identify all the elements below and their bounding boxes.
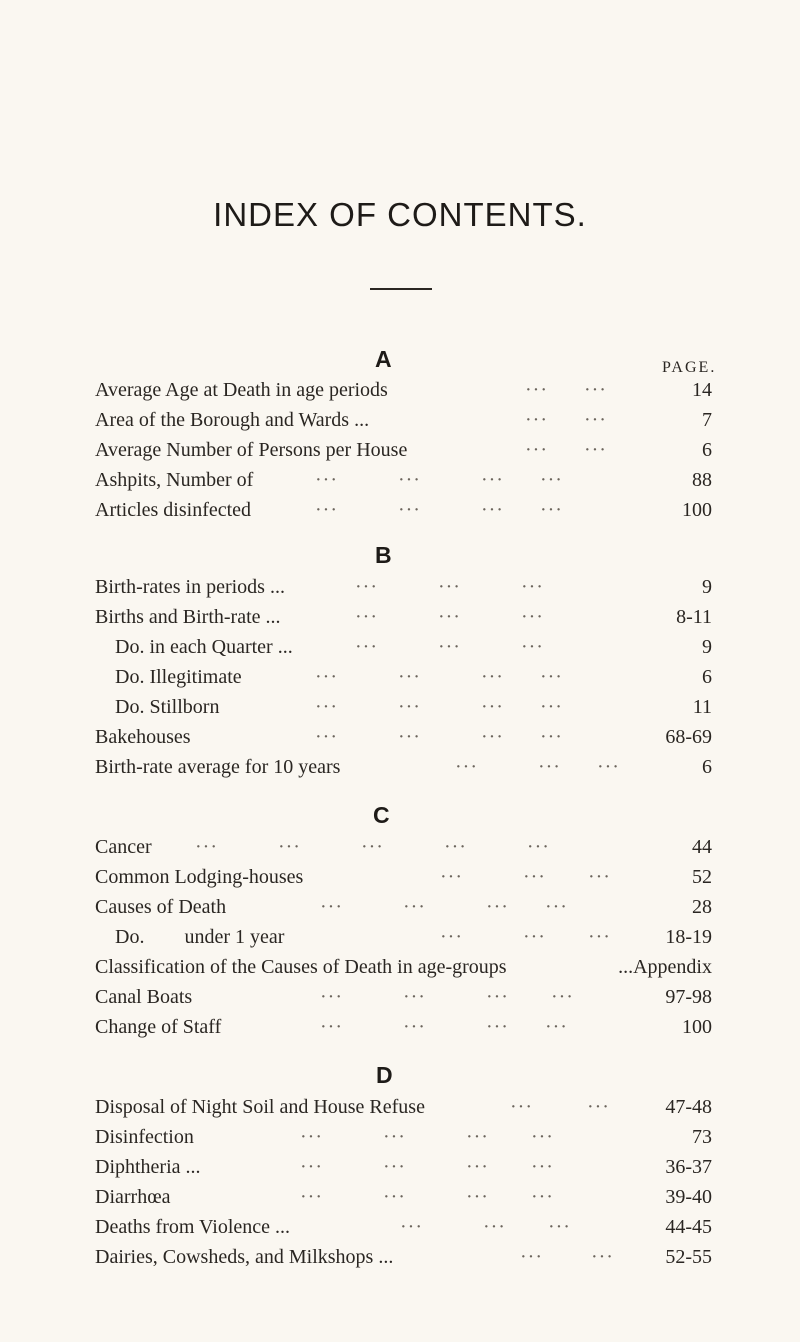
- leader-dots: ··· ··· ···: [355, 636, 544, 658]
- leader-dots: ··· ··· ··· ···: [315, 469, 563, 491]
- entry-label: Do. under 1 year: [115, 926, 285, 948]
- entry-page: 47-48: [665, 1096, 712, 1118]
- index-entry: [95, 1212, 712, 1242]
- entry-label: Do. in each Quarter ...: [115, 636, 293, 658]
- entry-label: Articles disinfected: [95, 499, 252, 521]
- index-entry: [95, 375, 712, 405]
- page-title: INDEX OF CONTENTS.: [213, 196, 587, 233]
- entry-label: Bakehouses: [95, 726, 191, 748]
- leader-dots: ··· ··· ··· ···: [315, 696, 563, 718]
- entry-page: 6: [702, 439, 712, 461]
- leader-dots: ··· ··· ··· ···: [300, 1126, 554, 1148]
- entry-page: 9: [702, 576, 712, 598]
- entry-label: Dairies, Cowsheds, and Milkshops ...: [95, 1246, 394, 1268]
- index-entry: [95, 495, 712, 525]
- index-entry: [95, 1012, 712, 1042]
- entry-label: Average Number of Persons per House: [95, 439, 408, 461]
- entry-label: Diphtheria ...: [95, 1156, 201, 1178]
- leader-dots: ··· ···: [520, 1246, 614, 1268]
- entry-page: 68-69: [665, 726, 712, 748]
- entry-label: Births and Birth-rate ...: [95, 606, 281, 628]
- entry-label: Cancer: [95, 836, 152, 858]
- entry-page: 7: [702, 409, 712, 431]
- leader-dots: ··· ··· ··· ···: [300, 1186, 554, 1208]
- index-entry: [95, 662, 712, 692]
- leader-dots: ··· ··· ···: [400, 1216, 571, 1238]
- index-entry: [95, 1242, 712, 1272]
- entry-page: 100: [682, 1016, 712, 1038]
- leader-dots: ··· ··· ···: [440, 926, 611, 948]
- title-rule: [370, 288, 432, 290]
- entry-label: Change of Staff: [95, 1016, 222, 1038]
- index-entry: [95, 572, 712, 602]
- entry-label: Birth-rates in periods ...: [95, 576, 285, 598]
- leader-dots: ··· ··· ··· ··· ···: [195, 836, 550, 858]
- entry-label: Do. Stillborn: [115, 696, 220, 718]
- index-entry: [95, 435, 712, 465]
- entry-label: Do. Illegitimate: [115, 666, 242, 688]
- index-entry: [95, 1182, 712, 1212]
- entry-page: 44: [692, 836, 712, 858]
- section-letter-b: B: [375, 542, 392, 568]
- entry-label: Ashpits, Number of: [95, 469, 254, 491]
- index-entry: [95, 405, 712, 435]
- leader-dots: ··· ···: [525, 409, 607, 431]
- entry-page: 100: [682, 499, 712, 521]
- leader-dots: ··· ··· ··· ···: [320, 986, 574, 1008]
- leader-dots: ··· ··· ··· ···: [315, 666, 563, 688]
- leader-dots: ··· ··· ···: [355, 606, 544, 628]
- entry-label: Classification of the Causes of Death in age-groups: [95, 956, 507, 978]
- index-entry: [95, 832, 712, 862]
- index-entry: [95, 752, 712, 782]
- entry-label: Canal Boats: [95, 986, 193, 1008]
- entry-page: 73: [692, 1126, 712, 1148]
- index-entry: [95, 862, 712, 892]
- index-entry: [95, 1092, 712, 1122]
- index-entry: [95, 982, 712, 1012]
- entry-label: Average Age at Death in age periods: [95, 379, 388, 401]
- index-entry: [95, 722, 712, 752]
- leader-dots: ··· ···: [510, 1096, 610, 1118]
- entry-page: ...Appendix: [618, 956, 712, 978]
- entry-page: 8-11: [676, 606, 712, 628]
- page-column-header: PAGE.: [662, 359, 717, 376]
- index-entry: [95, 1152, 712, 1182]
- entry-label: Area of the Borough and Wards ...: [95, 409, 370, 431]
- leader-dots: ··· ··· ···: [440, 866, 611, 888]
- index-entry: [95, 632, 712, 662]
- entry-label: Deaths from Violence ...: [95, 1216, 291, 1238]
- entry-page: 11: [692, 696, 712, 718]
- index-entry: [95, 602, 712, 632]
- index-entry: [95, 1122, 712, 1152]
- index-entry: [95, 952, 712, 982]
- entry-page: 9: [702, 636, 712, 658]
- entry-page: 88: [692, 469, 712, 491]
- entry-label: Causes of Death: [95, 896, 227, 918]
- leader-dots: ··· ··· ···: [355, 576, 544, 598]
- entry-page: 39-40: [665, 1186, 712, 1208]
- leader-dots: ··· ··· ··· ···: [315, 499, 563, 521]
- leader-dots: ··· ··· ··· ···: [320, 1016, 568, 1038]
- entry-page: 6: [702, 756, 712, 778]
- entry-page: 52-55: [665, 1246, 712, 1268]
- index-entry: [95, 922, 712, 952]
- entry-page: 97-98: [665, 986, 712, 1008]
- entry-label: Common Lodging-houses: [95, 866, 304, 888]
- leader-dots: ··· ··· ··· ···: [320, 896, 568, 918]
- leader-dots: ··· ···: [525, 439, 607, 461]
- entry-label: Birth-rate average for 10 years: [95, 756, 341, 778]
- index-entry: [95, 692, 712, 722]
- leader-dots: ··· ···: [525, 379, 607, 401]
- entry-page: 18-19: [665, 926, 712, 948]
- entry-page: 52: [692, 866, 712, 888]
- entry-page: 6: [702, 666, 712, 688]
- leader-dots: ··· ··· ··· ···: [300, 1156, 554, 1178]
- entry-label: Disinfection: [95, 1126, 194, 1148]
- entry-page: 44-45: [665, 1216, 712, 1238]
- index-entry: [95, 892, 712, 922]
- section-letter-d: D: [376, 1062, 393, 1088]
- section-letter-a: A: [375, 346, 392, 372]
- index-entry: [95, 465, 712, 495]
- entry-page: 28: [692, 896, 712, 918]
- entry-page: 36-37: [665, 1156, 712, 1178]
- entry-label: Disposal of Night Soil and House Refuse: [95, 1096, 425, 1118]
- entry-label: Diarrhœa: [95, 1186, 171, 1208]
- entry-page: 14: [692, 379, 712, 401]
- section-letter-c: C: [373, 802, 390, 828]
- leader-dots: ··· ··· ···: [455, 756, 620, 778]
- leader-dots: ··· ··· ··· ···: [315, 726, 563, 748]
